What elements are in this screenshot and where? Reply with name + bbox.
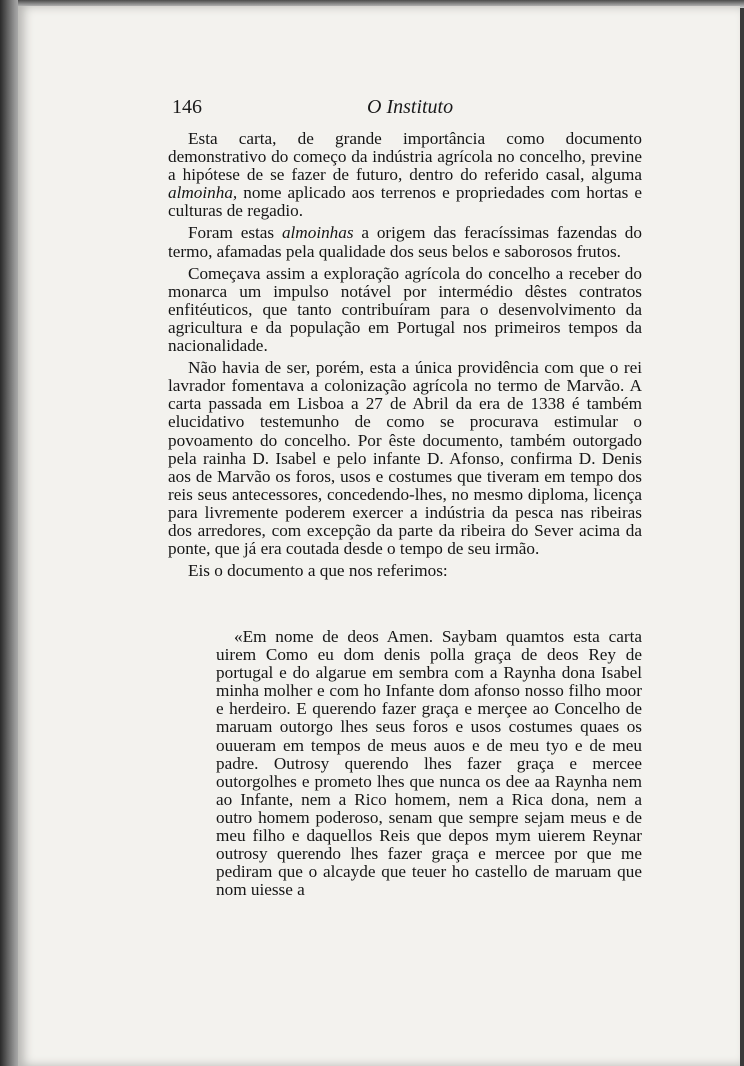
page-header	[172, 96, 642, 120]
italic-term: almoinha,	[168, 183, 238, 203]
text-segment: a origem das feracíssimas fazendas do termo, afamadas pela qualidade dos seus belos e saborosos frutos.	[168, 223, 642, 261]
text-segment: Começava assim a exploração agrícola do concelho a receber do monarca um impulso notável por intermédio dêstes contratos enfitéuticos, que tanto contribuíram para o desenvolvimento da agricultura e da população em Portugal nos primeiros tempos da nacionalidade.	[168, 263, 642, 356]
paragraph	[168, 130, 642, 220]
paragraph	[168, 265, 642, 355]
quoted-document: «Em nome de deos Amen. Saybam quamtos esta carta uirem Como eu dom denis polla graça de deos Rey de portugal e do algarue em sembra com a Raynha dona Isabel minha molher e com ho Infante dom afonso nosso filho moor e herdeiro. E querendo fazer graça e merçee ao Concelho de maruam outorgo lhes seus foros e usos costumes quaes os ouueram em tempos de meus auos e de meu tyo e de meu padre. Outrosy querendo lhes fazer graça e mercee outorgolhes e prometo lhes que nunca os dee aa Raynha nem ao Infante, nem a Rico homem, nem a Rica dona, nem a outro homem poderoso, senam que sempre sejam meus e de meu filho e daquellos Reis que depos mym uierem Reynar outrosy querendo lhes fazer graça e mercee por que me pediram que o alcayde que teuer ho castello de maruam que nom uiesse a	[216, 627, 642, 900]
text-segment: Foram estas	[188, 223, 282, 243]
page-number: 146	[172, 96, 202, 118]
paragraph	[168, 359, 642, 558]
text-segment: nome aplicado aos terrenos e propriedades com hortas e culturas de regadio.	[168, 183, 642, 221]
paragraph	[168, 562, 642, 580]
running-title: O Instituto	[367, 96, 454, 118]
text-segment: Não havia de ser, porém, esta a única providência com que o rei lavrador fomentava a colonização agrícola no termo de Marvão. A carta passada em Lisboa a 27 de Abril da era de 1338 é também elucidativo testemunho de como se procurava estimular o povoamento do concelho. Por êste documento, também outorgado pela rainha D. Isabel e pelo infante D. Afonso, confirma D. Denis aos de Marvão os foros, usos e costumes que tiveram em tempo dos reis seus antecessores, concedendo-lhes, no mesmo diploma, licença para livremente poderem exercer a indústria da pesca nas ribeiras dos arredores, com excepção da parte da ribeira do Sever acima da ponte, que já era coutada desde o tempo de seu irmão.	[168, 358, 642, 559]
text-segment: Eis o documento a que nos referimos:	[188, 561, 448, 581]
text-segment: Esta carta, de grande importância como documento demonstrativo do começo da indústria agrícola no concelho, previne a hipótese de se fazer de futuro, dentro do referido casal, alguma	[168, 129, 642, 185]
paragraph	[168, 224, 642, 260]
italic-term: almoinhas	[281, 223, 354, 243]
body-text	[168, 130, 642, 580]
